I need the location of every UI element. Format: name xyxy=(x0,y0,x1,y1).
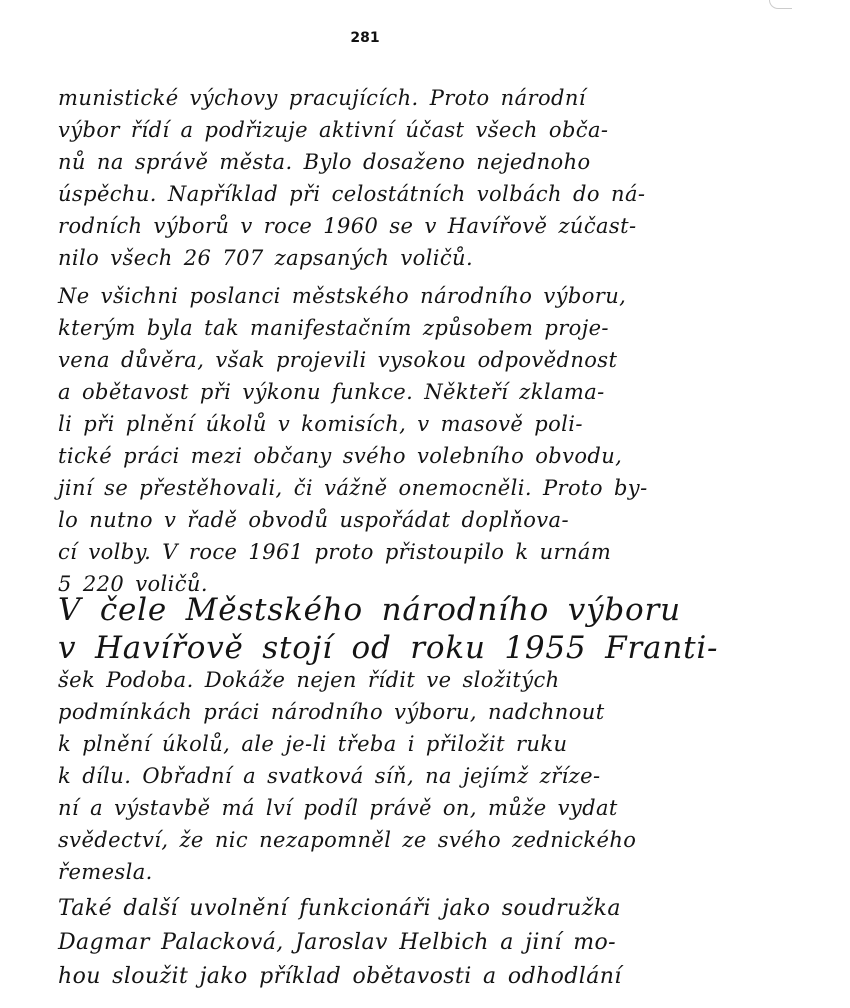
text-line: rodních výborů v roce 1960 se v Havířově zúčast- xyxy=(58,214,637,238)
text-line: řemesla. xyxy=(58,860,153,884)
text-line: 5 220 voličů. xyxy=(58,572,208,596)
text-line: šek Podoba. Dokáže nejen řídit ve složitých xyxy=(58,668,560,692)
page-number: 281 xyxy=(350,30,380,46)
text-line: ní a výstavbě má lví podíl právě on, může vydat xyxy=(58,796,618,820)
text-line: li při plnění úkolů v komisích, v masově poli- xyxy=(58,412,583,436)
text-line: a obětavost při výkonu funkce. Někteří zklama- xyxy=(58,380,605,404)
text-line: munistické výchovy pracujících. Proto národní xyxy=(58,86,586,110)
text-line: v Havířově stojí od roku 1955 Franti- xyxy=(58,630,719,666)
text-line: Ne všichni poslanci městského národního výboru, xyxy=(58,284,627,308)
text-line: hou sloužit jako příklad obětavosti a odhodlání xyxy=(58,964,622,989)
text-line: Také další uvolnění funkcionáři jako soudružka xyxy=(58,896,621,921)
text-line: svědectví, že nic nezapomněl ze svého zednického xyxy=(58,828,637,852)
text-line: kterým byla tak manifestačním způsobem proje- xyxy=(58,316,609,340)
text-line: lo nutno v řadě obvodů uspořádat doplňova- xyxy=(58,508,569,532)
text-line: V čele Městského národního výboru xyxy=(58,592,681,628)
text-line: nilo všech 26 707 zapsaných voličů. xyxy=(58,246,474,270)
text-line: jiní se přestěhovali, či vážně onemocněli. Proto by- xyxy=(58,476,648,500)
text-line: tické práci mezi občany svého volebního obvodu, xyxy=(58,444,623,468)
corner-mark xyxy=(769,0,792,9)
text-line: podmínkách práci národního výboru, nadchnout xyxy=(58,700,605,724)
text-line: cí volby. V roce 1961 proto přistoupilo k urnám xyxy=(58,540,612,564)
text-line: k dílu. Obřadní a svatková síň, na jejímž zříze- xyxy=(58,764,601,788)
text-line: Dagmar Palacková, Jaroslav Helbich a jiní mo- xyxy=(58,930,616,955)
text-line: výbor řídí a podřizuje aktivní účast všech obča- xyxy=(58,118,609,142)
text-line: vena důvěra, však projevili vysokou odpovědnost xyxy=(58,348,618,372)
text-line: úspěchu. Například při celostátních volbách do ná- xyxy=(58,182,646,206)
text-line: nů na správě města. Bylo dosaženo nejednoho xyxy=(58,150,591,174)
text-line: k plnění úkolů, ale je-li třeba i přiložit ruku xyxy=(58,732,568,756)
